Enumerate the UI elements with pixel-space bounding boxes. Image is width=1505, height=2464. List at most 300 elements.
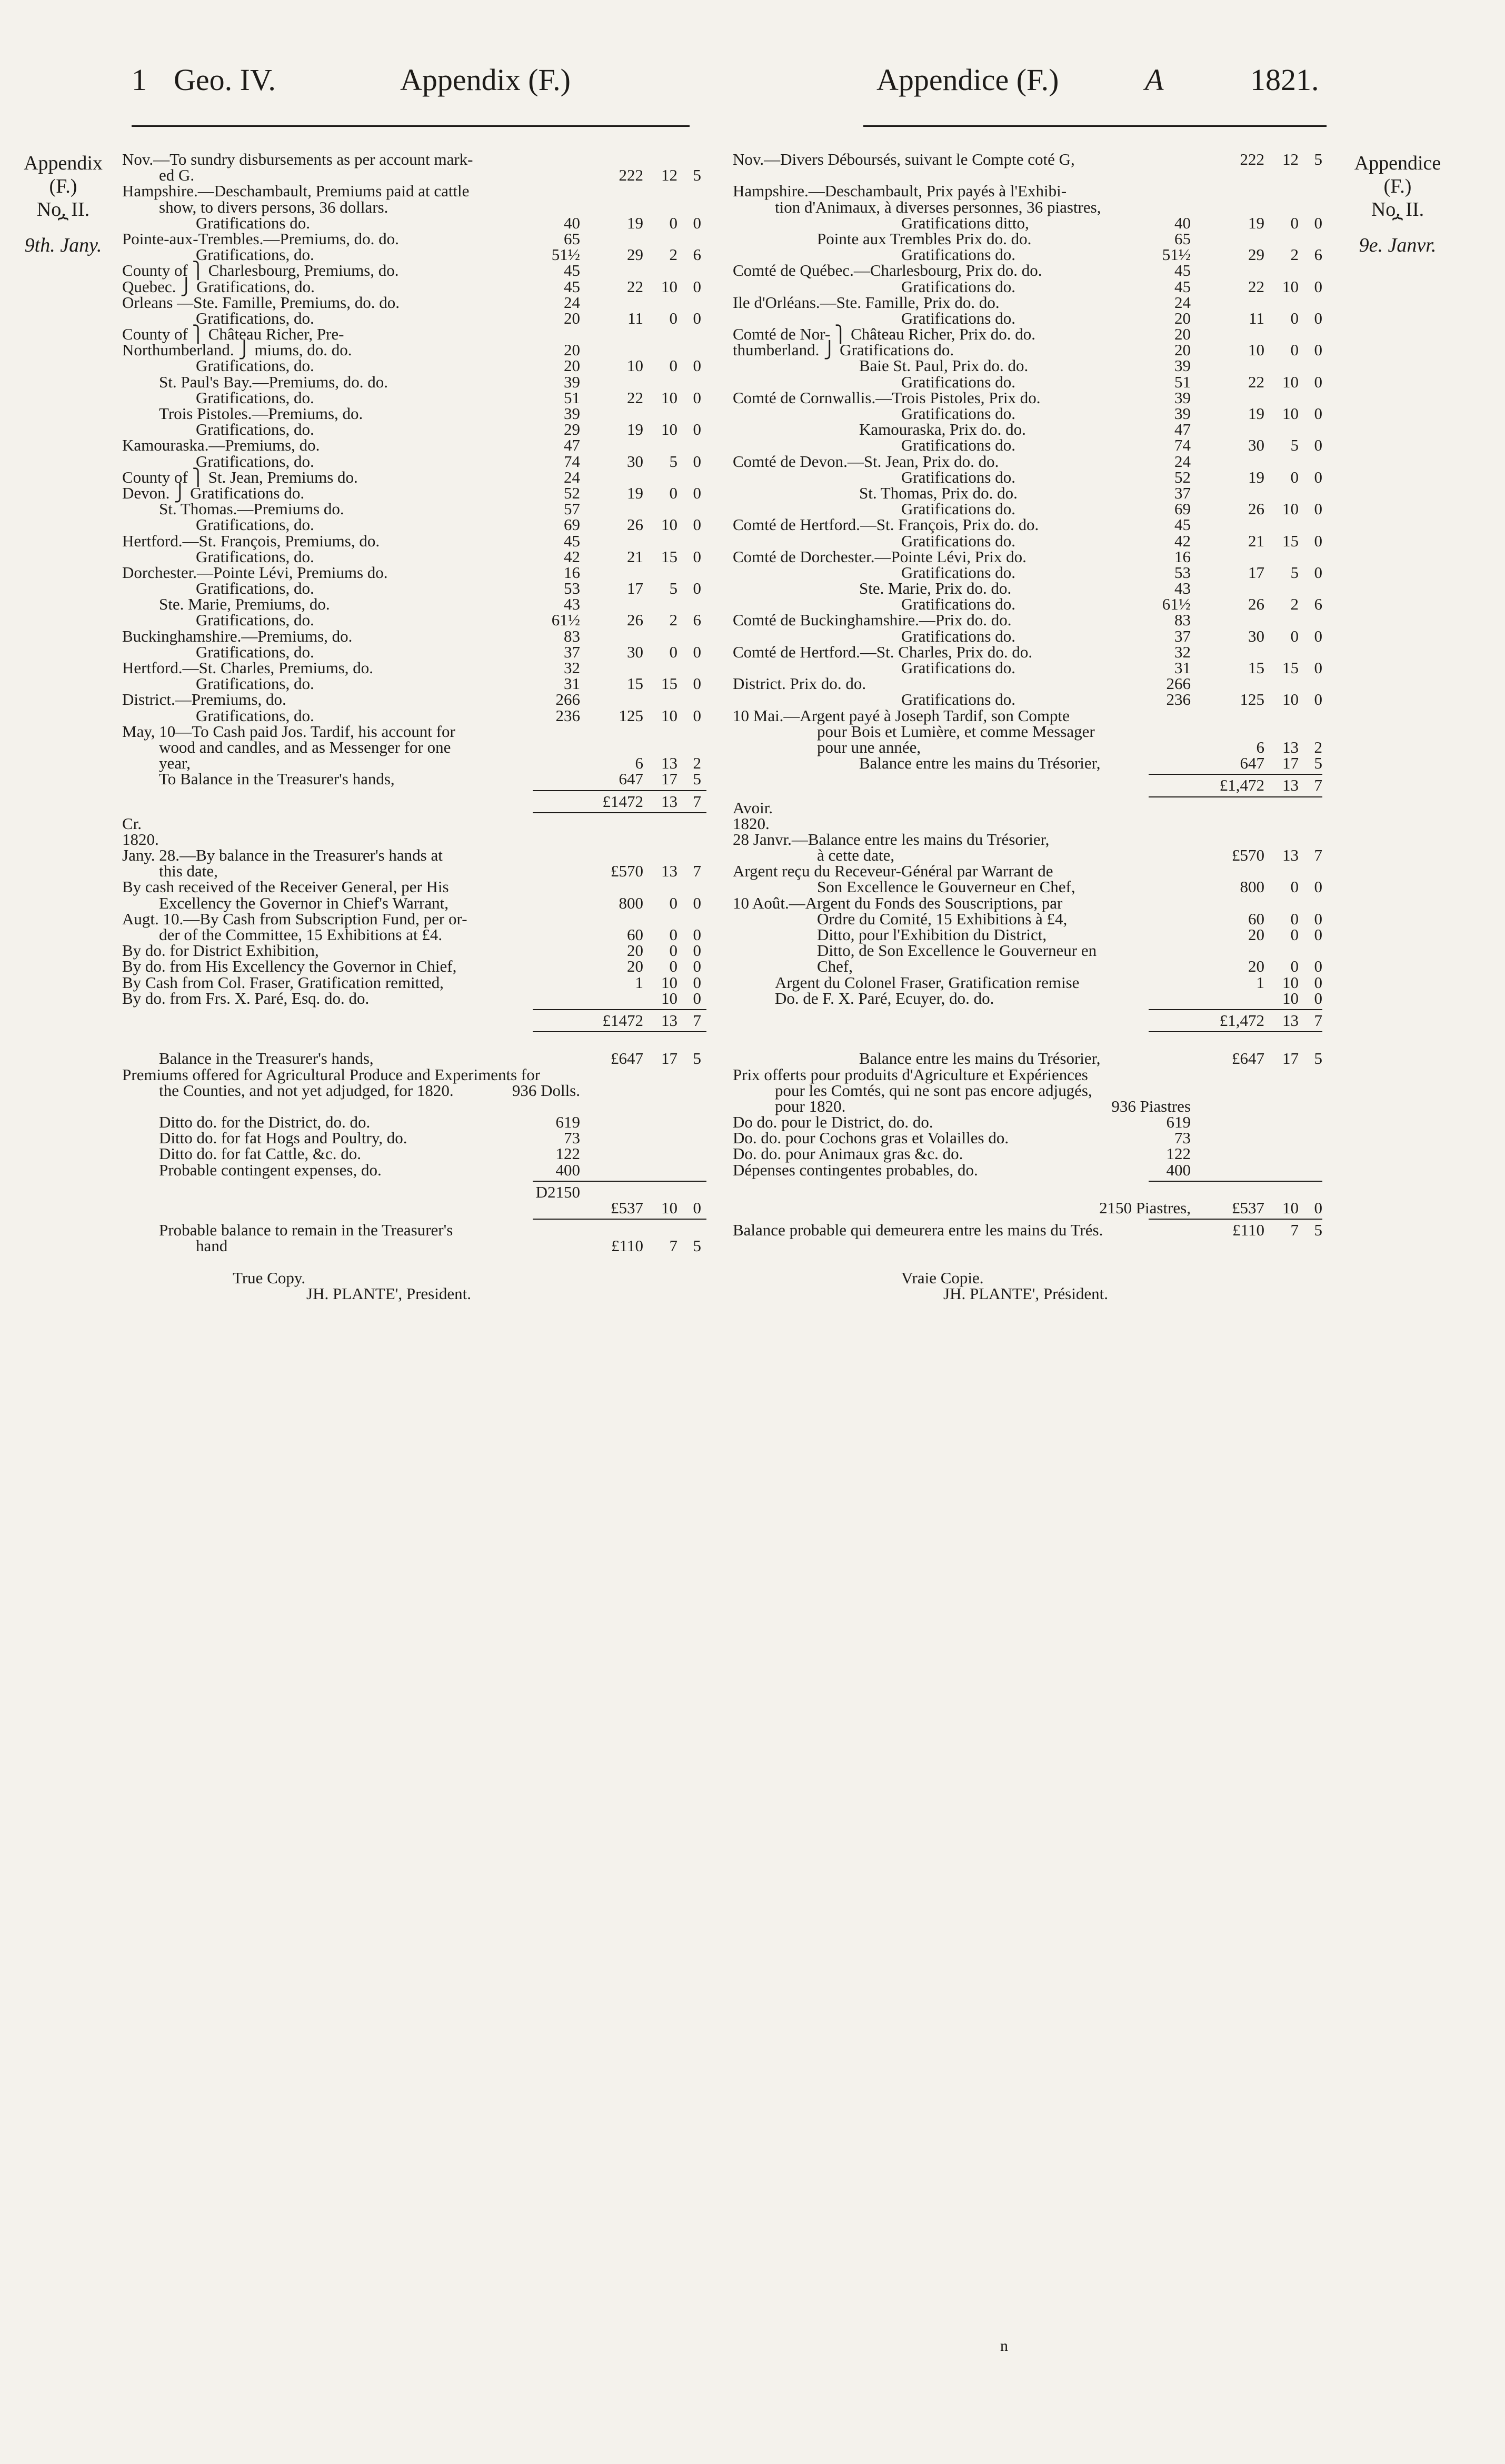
- pence-value: 7: [1314, 846, 1322, 865]
- account-row: [733, 167, 1322, 183]
- entry-text: 10 Août.—Argent du Fonds des Souscriptions, par: [733, 893, 1063, 912]
- pence-value: 2: [1314, 737, 1322, 756]
- entry-text: Comté de Devon.—St. Jean, Prix do. do.: [733, 452, 999, 471]
- shillings-value: 10: [661, 277, 677, 296]
- account-row: [122, 1254, 706, 1270]
- pence-value: 0: [693, 579, 701, 598]
- page-number-left: 1: [132, 63, 147, 97]
- shillings-value: 17: [1282, 1049, 1299, 1068]
- margin-number-label: No. II.: [36, 198, 90, 221]
- pounds-value: 21: [1248, 531, 1264, 550]
- account-row: [733, 390, 1322, 406]
- entry-amount: 32: [1174, 642, 1191, 661]
- account-row: [733, 247, 1322, 263]
- entry-text: Gratifications do.: [901, 372, 1015, 391]
- entry-text: Prix offerts pour produits d'Agriculture et Expériences: [733, 1065, 1088, 1084]
- pounds-value: £1472: [602, 1011, 643, 1030]
- pounds-value: 222: [1240, 150, 1264, 168]
- entry-amount: 39: [564, 372, 580, 391]
- brace-mark-fr: ⏞: [1392, 217, 1403, 237]
- pence-value: 0: [693, 420, 701, 439]
- account-row: [122, 199, 706, 215]
- account-row: [122, 660, 706, 676]
- entry-amount: 24: [1174, 293, 1191, 312]
- account-row: [733, 406, 1322, 422]
- pence-value: 0: [1314, 563, 1322, 582]
- margin-appendix-label: Appendix: [24, 152, 103, 174]
- entry-amount: 40: [1174, 213, 1191, 232]
- account-row: [733, 1286, 1322, 1302]
- entry-text: Comté de Cornwallis.—Trois Pistoles, Prix do.: [733, 388, 1041, 407]
- entry-amount: 51: [564, 388, 580, 407]
- pence-value: 0: [693, 674, 701, 693]
- rule-line: [533, 812, 706, 813]
- entry-amount: 83: [1174, 611, 1191, 630]
- pence-value: 0: [1314, 308, 1322, 327]
- account-row: [122, 771, 706, 787]
- account-row: [122, 1051, 706, 1066]
- account-row: [733, 342, 1322, 358]
- pounds-value: 17: [1248, 563, 1264, 582]
- entry-text: Cr.: [122, 814, 142, 833]
- pounds-value: 647: [1240, 754, 1264, 773]
- entry-text: Gratifications, do.: [196, 674, 314, 693]
- pounds-value: 10: [627, 356, 643, 375]
- entry-text: this date,: [159, 862, 218, 881]
- pounds-value: 15: [627, 674, 643, 693]
- account-row: [733, 863, 1322, 879]
- margin-f-label: (F.): [49, 175, 77, 197]
- entry-amount: 42: [564, 547, 580, 566]
- pence-value: 0: [1314, 404, 1322, 423]
- account-row: [122, 1114, 706, 1130]
- pence-value: 7: [693, 1011, 701, 1030]
- entry-amount: 20: [1174, 325, 1191, 344]
- entry-text: Baie St. Paul, Prix do. do.: [859, 356, 1029, 375]
- pounds-value: 6: [1256, 737, 1264, 756]
- shillings-value: 0: [1290, 957, 1299, 976]
- entry-text: Comté de Buckinghamshire.—Prix do. do.: [733, 611, 1012, 630]
- pounds-value: £1,472: [1219, 776, 1264, 795]
- account-row: [122, 975, 706, 991]
- entry-text: JH. PLANTE', President.: [306, 1284, 471, 1303]
- entry-text: Hampshire.—Deschambault, Prix payés à l'Exhibi-: [733, 182, 1067, 201]
- account-row: [122, 847, 706, 863]
- rule-line: [1149, 1031, 1322, 1032]
- french-account-column: [733, 152, 1322, 1302]
- shillings-value: 10: [1282, 690, 1299, 709]
- entry-text: thumberland. ⎭ Gratifications do.: [733, 341, 954, 360]
- pence-value: 0: [693, 706, 701, 725]
- shillings-value: 0: [669, 925, 677, 944]
- account-row: [122, 358, 706, 374]
- account-row: [122, 755, 706, 771]
- pounds-value: 19: [627, 213, 643, 232]
- account-row: [733, 895, 1322, 911]
- pence-value: 0: [693, 957, 701, 976]
- account-row: [733, 626, 1322, 645]
- entry-text: Trois Pistoles.—Premiums, do.: [159, 404, 363, 423]
- pounds-value: 22: [627, 388, 643, 407]
- entry-text: Son Excellence le Gouverneur en Chef,: [817, 877, 1075, 896]
- account-row: [733, 1051, 1322, 1066]
- pence-value: 0: [1314, 500, 1322, 518]
- entry-text: Gratifications ditto,: [901, 213, 1029, 232]
- account-row: [733, 1114, 1322, 1130]
- account-row: [122, 612, 706, 628]
- pence-value: 5: [693, 770, 701, 789]
- pounds-value: 125: [619, 706, 643, 725]
- entry-text: Gratifications, do.: [196, 452, 314, 471]
- shillings-value: 13: [1282, 776, 1299, 795]
- account-row: [122, 1270, 706, 1286]
- entry-text: Quebec. ⎭ Gratifications, do.: [122, 277, 315, 296]
- entry-amount: 45: [564, 261, 580, 280]
- entry-text: 1820.: [122, 830, 159, 849]
- account-row: [733, 308, 1322, 327]
- shillings-value: 10: [1282, 372, 1299, 391]
- account-row: [122, 342, 706, 358]
- account-row: [733, 777, 1322, 793]
- pounds-value: 19: [1248, 467, 1264, 486]
- account-row: [122, 279, 706, 295]
- account-row: [122, 406, 706, 422]
- entry-text: der of the Committee, 15 Exhibitions at £4.: [159, 925, 443, 944]
- entry-amount: 32: [564, 659, 580, 677]
- pence-value: 5: [693, 1049, 701, 1068]
- account-row: [733, 565, 1322, 581]
- pounds-value: 20: [1248, 925, 1264, 944]
- account-row: [733, 596, 1322, 612]
- rule-line: [533, 1219, 706, 1220]
- entry-text: Nov.—To sundry disbursements as per account mark-: [122, 150, 473, 168]
- account-row: [733, 152, 1322, 167]
- pounds-value: 20: [627, 941, 643, 960]
- shillings-value: 10: [1282, 404, 1299, 423]
- entry-text: year,: [159, 754, 191, 773]
- entry-text: Hertford.—St. Charles, Premiums, do.: [122, 659, 374, 677]
- shillings-value: 13: [1282, 846, 1299, 865]
- pounds-value: 800: [1240, 877, 1264, 896]
- shillings-value: 5: [669, 452, 677, 471]
- entry-text: Vraie Copie.: [901, 1268, 984, 1287]
- entry-text: St. Thomas.—Premiums do.: [159, 500, 344, 518]
- pounds-value: £570: [611, 862, 643, 881]
- entry-text: Ordre du Comité, 15 Exhibitions à £4,: [817, 909, 1068, 928]
- pence-value: 6: [1314, 595, 1322, 614]
- shillings-value: 10: [1282, 277, 1299, 296]
- pounds-value: 10: [1248, 341, 1264, 360]
- entry-text: Dorchester.—Pointe Lévi, Premiums do.: [122, 563, 388, 582]
- entry-amount: 74: [1174, 436, 1191, 455]
- shillings-value: 0: [669, 642, 677, 661]
- shillings-value: 7: [1290, 1221, 1299, 1240]
- account-row: [122, 644, 706, 660]
- pence-value: 0: [1314, 1199, 1322, 1217]
- pence-value: 0: [693, 452, 701, 471]
- rule-line: [533, 790, 706, 791]
- entry-amount: 61½: [1162, 595, 1191, 614]
- entry-text: Pointe aux Trembles Prix do. do.: [817, 229, 1032, 248]
- account-row: [733, 1270, 1322, 1286]
- shillings-value: 17: [661, 1049, 677, 1068]
- brace-mark: ⏞: [57, 217, 69, 237]
- account-row: [733, 183, 1322, 199]
- entry-amount: 51: [1174, 372, 1191, 391]
- entry-amount: 29: [564, 420, 580, 439]
- margin-date-label-fr: 9e. Janvr.: [1359, 234, 1437, 256]
- entry-amount: 69: [564, 515, 580, 534]
- entry-amount: 45: [1174, 261, 1191, 280]
- account-row: [733, 1184, 1322, 1200]
- entry-amount: 31: [1174, 659, 1191, 677]
- pounds-value: £570: [1232, 846, 1264, 865]
- pounds-value: 60: [1248, 909, 1264, 928]
- entry-text: Ditto do. for fat Cattle, &c. do.: [159, 1144, 361, 1163]
- pounds-value: 19: [1248, 404, 1264, 423]
- entry-text: Ditto, de Son Excellence le Gouverneur en: [817, 941, 1097, 960]
- entry-amount: 57: [564, 500, 580, 518]
- margin-date-label: 9th. Jany.: [24, 234, 102, 256]
- pence-value: 0: [1314, 877, 1322, 896]
- shillings-value: 0: [1290, 909, 1299, 928]
- entry-text: Gratifications do.: [901, 308, 1015, 327]
- account-row: [733, 1130, 1322, 1146]
- pounds-value: 26: [627, 611, 643, 630]
- entry-text: Probable contingent expenses, do.: [159, 1160, 382, 1179]
- account-row: [122, 737, 706, 756]
- journal-year: 1821.: [1250, 63, 1319, 97]
- pence-value: 0: [693, 515, 701, 534]
- total-rule: [733, 1029, 1322, 1035]
- entry-text: Balance in the Treasurer's hands,: [159, 1049, 374, 1068]
- account-row: [122, 308, 706, 327]
- shillings-value: 15: [1282, 659, 1299, 677]
- shillings-value: 10: [1282, 500, 1299, 518]
- entry-amount: 266: [1166, 674, 1191, 693]
- shillings-value: 10: [661, 973, 677, 992]
- account-row: [733, 485, 1322, 501]
- entry-text: Northumberland. ⎭ miums, do. do.: [122, 341, 352, 360]
- entry-text: Orleans —Ste. Famille, Premiums, do. do.: [122, 293, 400, 312]
- entry-text: Gratifications do.: [901, 531, 1015, 550]
- entry-text: Gratifications, do.: [196, 308, 314, 327]
- entry-amount: 39: [564, 404, 580, 423]
- account-row: [733, 927, 1322, 943]
- pounds-value: 19: [1248, 213, 1264, 232]
- pence-value: 0: [1314, 372, 1322, 391]
- entry-text: Gratifications do.: [901, 626, 1015, 645]
- pounds-value: 6: [635, 754, 643, 773]
- entry-text: True Copy.: [233, 1268, 306, 1287]
- pounds-value: 1: [1256, 973, 1264, 992]
- pounds-value: 26: [1248, 595, 1264, 614]
- right-margin-note: [1337, 152, 1458, 257]
- account-row: [122, 247, 706, 263]
- pence-value: 6: [1314, 245, 1322, 264]
- pounds-value: 30: [627, 452, 643, 471]
- shillings-value: 10: [661, 989, 677, 1007]
- pence-value: 0: [1314, 925, 1322, 944]
- margin-f-label-fr: (F.): [1383, 175, 1412, 197]
- pence-value: 7: [693, 792, 701, 811]
- pence-value: 0: [693, 483, 701, 502]
- pounds-value: 17: [627, 579, 643, 598]
- entry-text: pour les Comtés, qui ne sont pas encore adjugés,: [775, 1081, 1092, 1100]
- shillings-value: 10: [661, 515, 677, 534]
- account-row: [733, 816, 1322, 832]
- shillings-value: 0: [1290, 925, 1299, 944]
- entry-text: Gratifications, do.: [196, 420, 314, 439]
- pence-value: 0: [1314, 531, 1322, 550]
- shillings-value: 13: [661, 862, 677, 881]
- account-row: [733, 1254, 1322, 1270]
- entry-text: Gratifications, do.: [196, 515, 314, 534]
- entry-amount: 83: [564, 626, 580, 645]
- entry-amount: D2150: [535, 1182, 580, 1201]
- entry-text: Gratifications do.: [196, 213, 310, 232]
- rule-line: [533, 1009, 706, 1010]
- entry-text: Comté de Dorchester.—Pointe Lévi, Prix do.: [733, 547, 1026, 566]
- total-rule: [122, 810, 706, 816]
- pounds-value: 29: [627, 245, 643, 264]
- pounds-value: 21: [627, 547, 643, 566]
- entry-text: Ile d'Orléans.—Ste. Famille, Prix do. do.: [733, 293, 1000, 312]
- entry-text: Comté de Nor- ⎫ Château Richer, Prix do. do.: [733, 325, 1035, 344]
- account-row: [122, 467, 706, 486]
- entry-text: wood and candles, and as Messenger for one: [159, 737, 451, 756]
- pounds-value: 22: [1248, 372, 1264, 391]
- account-row: [122, 863, 706, 879]
- account-row: [733, 737, 1322, 756]
- entry-amount: 39: [1174, 388, 1191, 407]
- account-row: [122, 1035, 706, 1051]
- shillings-value: 13: [1282, 737, 1299, 756]
- account-row: [733, 692, 1322, 707]
- pence-value: 0: [693, 893, 701, 912]
- entry-text: Comté de Hertford.—St. François, Prix do. do.: [733, 515, 1039, 534]
- entry-text: Ste. Marie, Prix do. do.: [859, 579, 1012, 598]
- total-rule: [122, 1029, 706, 1035]
- account-row: [733, 832, 1322, 847]
- left-margin-note: [11, 152, 116, 257]
- entry-text: Balance probable qui demeurera entre les mains du Trés.: [733, 1221, 1103, 1240]
- account-row: [122, 911, 706, 927]
- account-row: [122, 832, 706, 847]
- entry-amount: 936 Piastres: [1111, 1096, 1191, 1115]
- account-row: [733, 724, 1322, 740]
- pence-value: 5: [1314, 150, 1322, 168]
- entry-text: Gratifications do.: [901, 659, 1015, 677]
- pence-value: 0: [1314, 277, 1322, 296]
- account-row: [733, 215, 1322, 231]
- shillings-value: 2: [1290, 595, 1299, 614]
- pounds-value: 19: [627, 483, 643, 502]
- pounds-value: 222: [619, 166, 643, 185]
- account-row: [122, 167, 706, 183]
- entry-text: Balance entre les mains du Trésorier,: [859, 754, 1101, 773]
- account-row: [733, 612, 1322, 628]
- account-row: [122, 533, 706, 549]
- total-rule: [733, 1178, 1322, 1184]
- total-rule: [122, 1178, 706, 1184]
- entry-amount: 20: [564, 308, 580, 327]
- shillings-value: 13: [1282, 1011, 1299, 1030]
- entry-text: County of ⎫ St. Jean, Premiums do.: [122, 467, 358, 486]
- account-row: [733, 501, 1322, 517]
- entry-text: Gratifications do.: [901, 467, 1015, 486]
- shillings-value: 0: [1290, 626, 1299, 645]
- pounds-value: 19: [627, 420, 643, 439]
- pounds-value: 11: [1249, 308, 1264, 327]
- shillings-value: 0: [1290, 467, 1299, 486]
- entry-text: ed G.: [159, 166, 195, 185]
- entry-amount: 24: [564, 467, 580, 486]
- shillings-value: 0: [669, 941, 677, 960]
- entry-text: pour Bois et Lumière, et comme Messager: [817, 722, 1095, 741]
- entry-amount: 47: [1174, 420, 1191, 439]
- account-row: [733, 1067, 1322, 1083]
- pounds-value: 29: [1248, 245, 1264, 264]
- account-row: [122, 724, 706, 740]
- shillings-value: 13: [661, 754, 677, 773]
- entry-text: Balance entre les mains du Trésorier,: [859, 1049, 1101, 1068]
- shillings-value: 0: [1290, 341, 1299, 360]
- entry-text: By do. for District Exhibition,: [122, 941, 319, 960]
- entry-text: Comté de Québec.—Charlesbourg, Prix do. do.: [733, 261, 1042, 280]
- entry-amount: 122: [1166, 1144, 1191, 1163]
- entry-text: Gratifications do.: [901, 245, 1015, 264]
- entry-text: Ditto do. for fat Hogs and Poultry, do.: [159, 1129, 407, 1148]
- rule-line: [1149, 1181, 1322, 1182]
- account-row: [733, 975, 1322, 991]
- pence-value: 0: [693, 308, 701, 327]
- entry-text: Do do. pour le District, do. do.: [733, 1113, 933, 1132]
- pence-value: 0: [1314, 467, 1322, 486]
- rule-line: [1149, 1009, 1322, 1010]
- account-row: [122, 152, 706, 167]
- pence-value: 0: [693, 356, 701, 375]
- pounds-value: £1472: [602, 792, 643, 811]
- shillings-value: 15: [661, 674, 677, 693]
- entry-amount: 42: [1174, 531, 1191, 550]
- account-row: [122, 581, 706, 596]
- entry-text: Gratifications, do.: [196, 642, 314, 661]
- entry-amount: 619: [1166, 1113, 1191, 1132]
- account-row: [733, 660, 1322, 676]
- entry-text: Gratifications do.: [901, 436, 1015, 455]
- entry-amount: 43: [1174, 579, 1191, 598]
- header-rule-left: [132, 125, 690, 127]
- account-row: [733, 533, 1322, 549]
- entry-amount: 400: [555, 1160, 580, 1179]
- pence-value: 0: [1314, 341, 1322, 360]
- pence-value: 0: [693, 547, 701, 566]
- account-row: [122, 879, 706, 895]
- shillings-value: 0: [669, 957, 677, 976]
- entry-amount: 39: [1174, 356, 1191, 375]
- entry-amount: 122: [555, 1144, 580, 1163]
- entry-text: Comté de Hertford.—St. Charles, Prix do. do.: [733, 642, 1033, 661]
- pence-value: 6: [693, 245, 701, 264]
- entry-amount: 52: [564, 483, 580, 502]
- account-row: [733, 644, 1322, 660]
- entry-text: 28 Janvr.—Balance entre les mains du Trésorier,: [733, 830, 1050, 849]
- entry-text: Ditto do. for the District, do. do.: [159, 1113, 371, 1132]
- entry-amount: 51½: [1162, 245, 1191, 264]
- account-row: [122, 927, 706, 943]
- entry-amount: 65: [1174, 229, 1191, 248]
